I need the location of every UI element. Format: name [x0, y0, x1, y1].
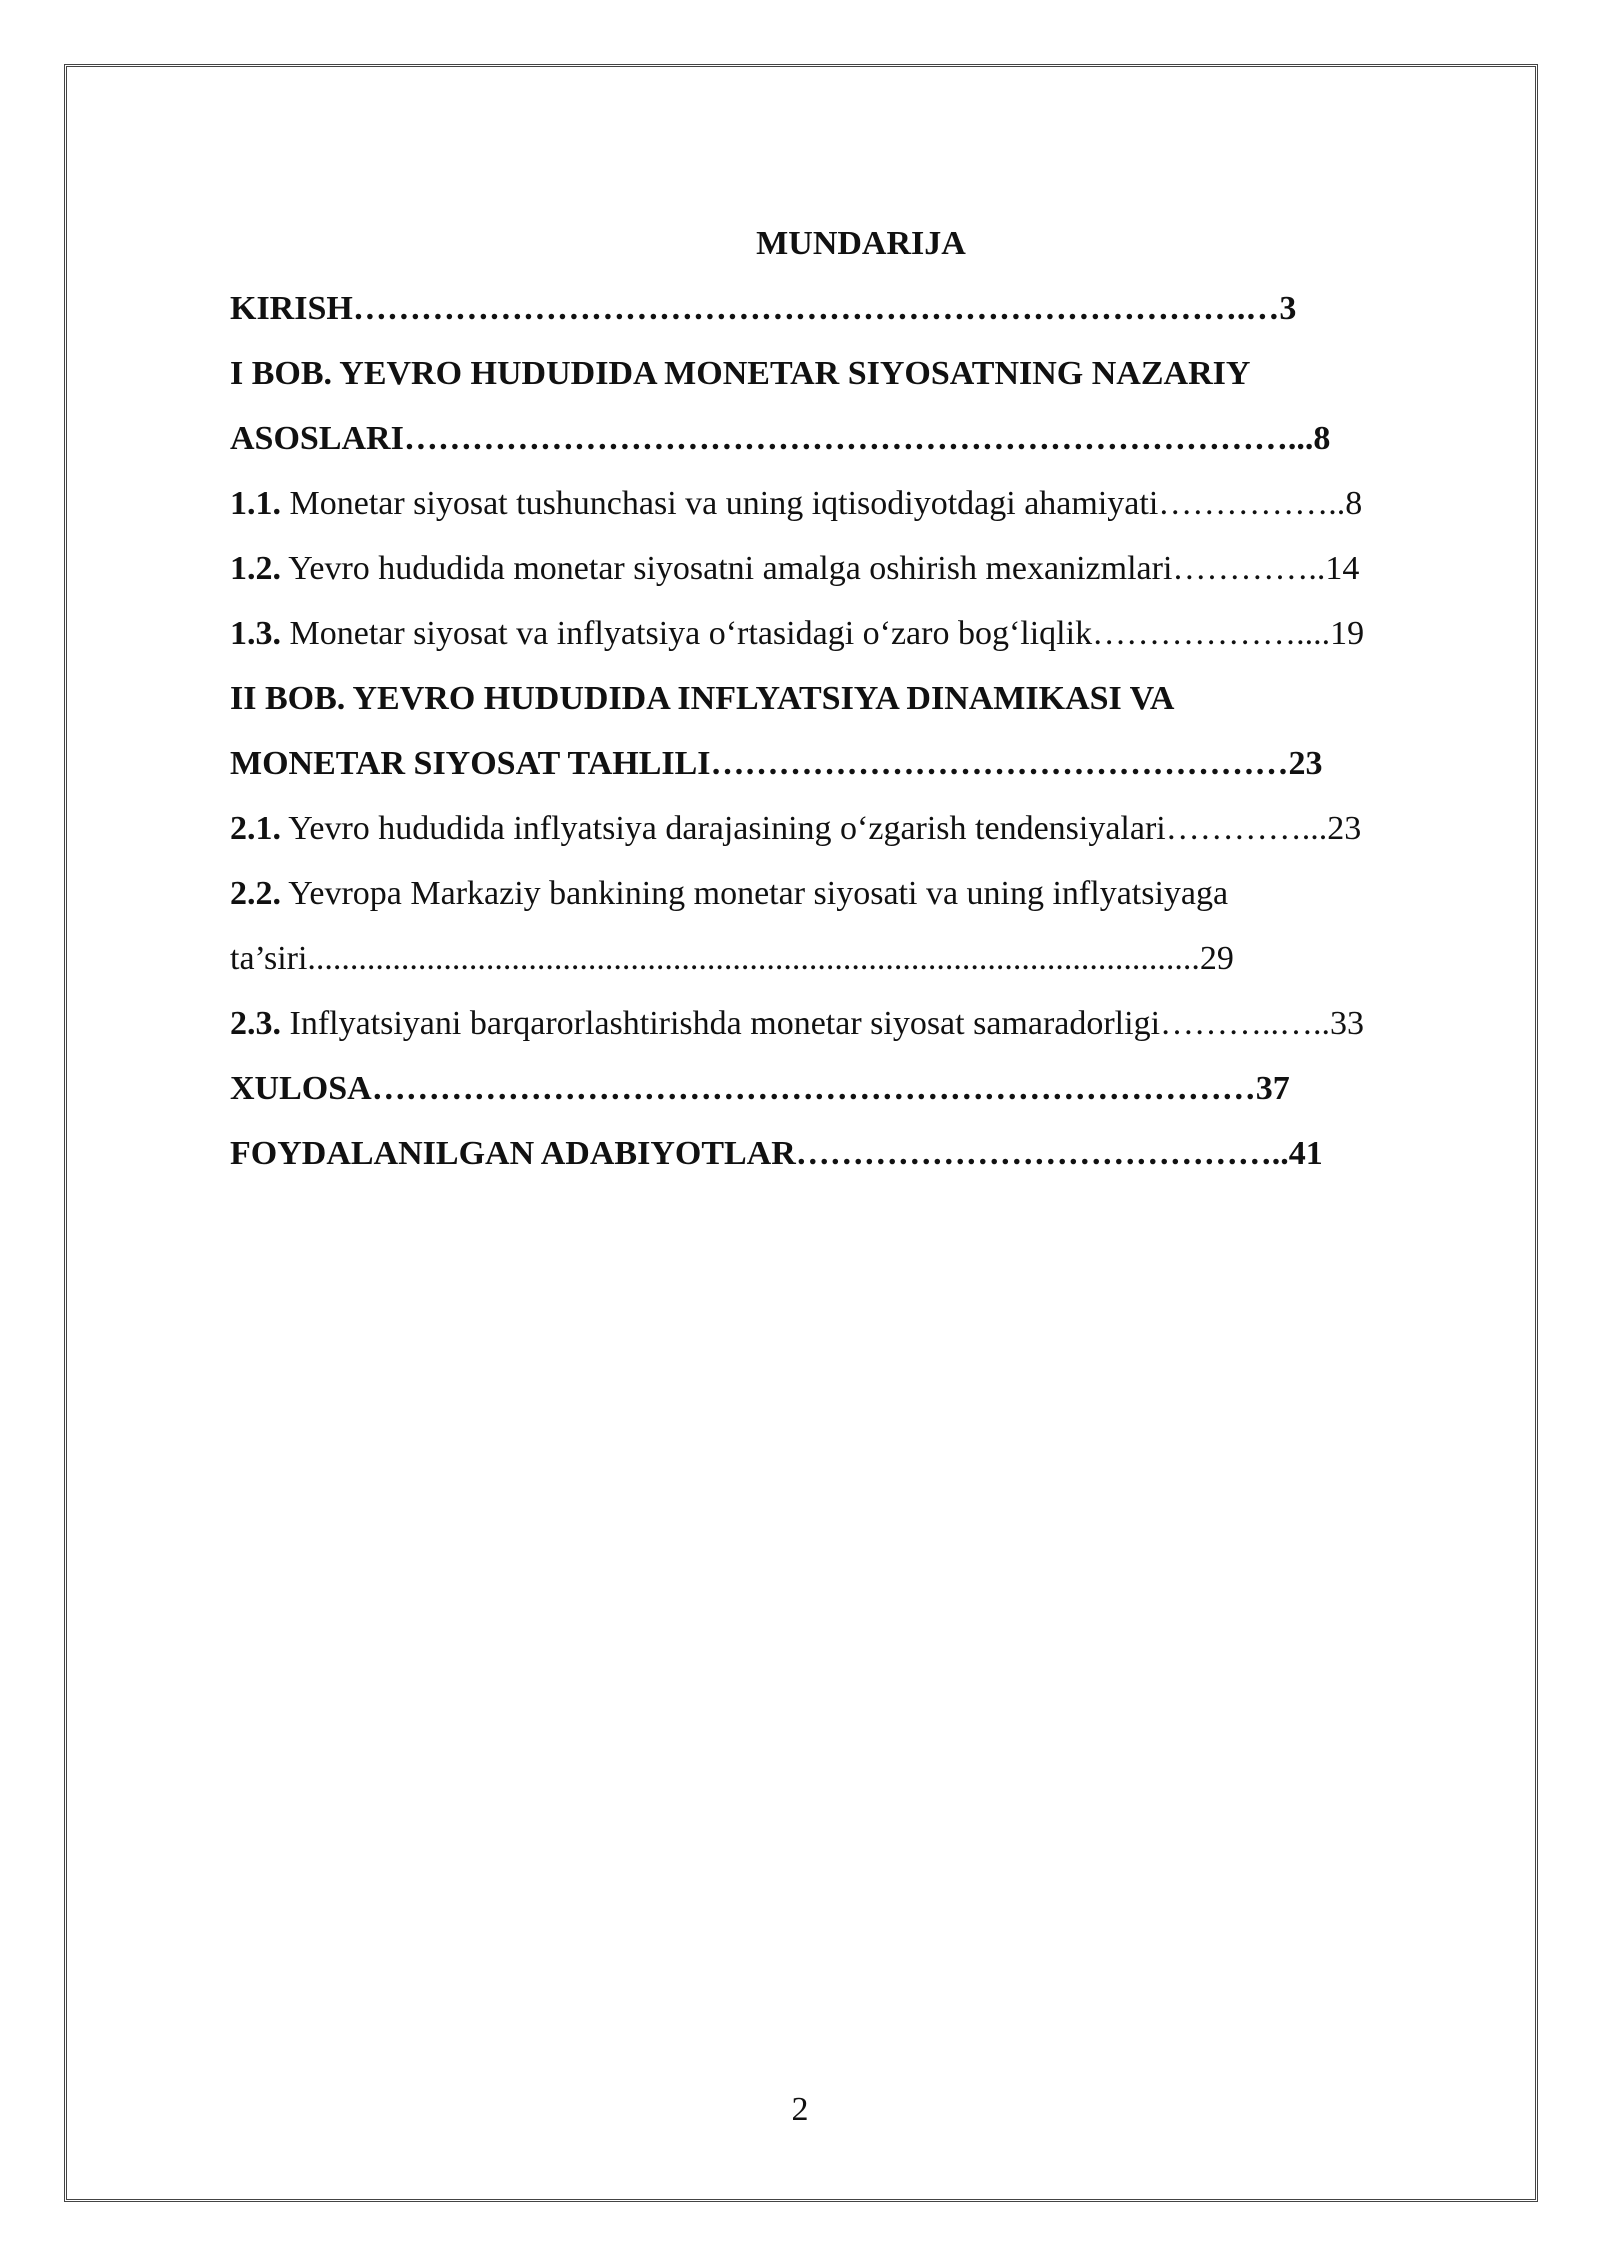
toc-entry-text: Monetar siyosat tushunchasi va uning iqtisodiyotdagi ahamiyati……………..8 [281, 485, 1363, 522]
toc-chapter-1-heading-cont [230, 406, 1492, 471]
toc-entry-kirish [230, 276, 1492, 341]
toc-entry-2-3 [230, 991, 1492, 1056]
toc-entry-2-2 [230, 861, 1492, 926]
toc-entry-number: 2.2. [230, 875, 281, 912]
toc-entry-text: XULOSA……………………………………………………………………37 [230, 1070, 1290, 1107]
toc-entry-text: FOYDALANILGAN ADABIYOTLAR……………………………………..41 [230, 1135, 1323, 1172]
table-of-contents [230, 212, 1492, 1186]
toc-entry-number: 1.2. [230, 550, 281, 587]
toc-entry-text: II BOB. YEVRO HUDUDIDA INFLYATSIYA DINAMIKASI VA [230, 680, 1175, 717]
toc-entry-text: ta’siri.........................................................................................................29 [230, 940, 1234, 977]
toc-chapter-2-heading [230, 666, 1492, 731]
toc-entry-2-1 [230, 796, 1492, 861]
toc-entry-text: ASOSLARI……………………………………………………………………...8 [230, 420, 1331, 457]
toc-entry-number: 1.1. [230, 485, 281, 522]
toc-entry-1-1 [230, 471, 1492, 536]
toc-entry-number: 1.3. [230, 615, 281, 652]
toc-title: MUNDARIJA [756, 225, 966, 262]
toc-entry-2-2-cont [230, 926, 1492, 991]
toc-entry-text: Yevro hududida monetar siyosatni amalga oshirish mexanizmlari…………..14 [281, 550, 1360, 587]
toc-entry-number: 2.3. [230, 1005, 281, 1042]
toc-chapter-2-heading-cont [230, 731, 1492, 796]
toc-entry-text: I BOB. YEVRO HUDUDIDA MONETAR SIYOSATNING NAZARIY [230, 355, 1251, 392]
toc-entry-text: MONETAR SIYOSAT TAHLILI……………………………………………23 [230, 745, 1323, 782]
toc-entry-1-2 [230, 536, 1492, 601]
toc-entry-1-3 [230, 601, 1492, 666]
toc-entry-number: 2.1. [230, 810, 281, 847]
toc-entry-adabiyotlar [230, 1121, 1492, 1186]
page-number: 2 [791, 2091, 809, 2128]
toc-entry-text: Monetar siyosat va inflyatsiya oʻrtasidagi oʻzaro bogʻliqlik………………....19 [281, 615, 1365, 652]
toc-entry-text: Yevropa Markaziy bankining monetar siyosati va uning inflyatsiyaga [281, 875, 1229, 912]
toc-entry-text: Yevro hududida inflyatsiya darajasining oʻzgarish tendensiyalari…………...23 [281, 810, 1362, 847]
toc-chapter-1-heading [230, 341, 1492, 406]
toc-entry-xulosa [230, 1056, 1492, 1121]
toc-entry-text: Inflyatsiyani barqarorlashtirishda monetar siyosat samaradorligi………..…..33 [281, 1005, 1365, 1042]
toc-entry-text: KIRISH…………………………………………………………………….…3 [230, 290, 1297, 327]
